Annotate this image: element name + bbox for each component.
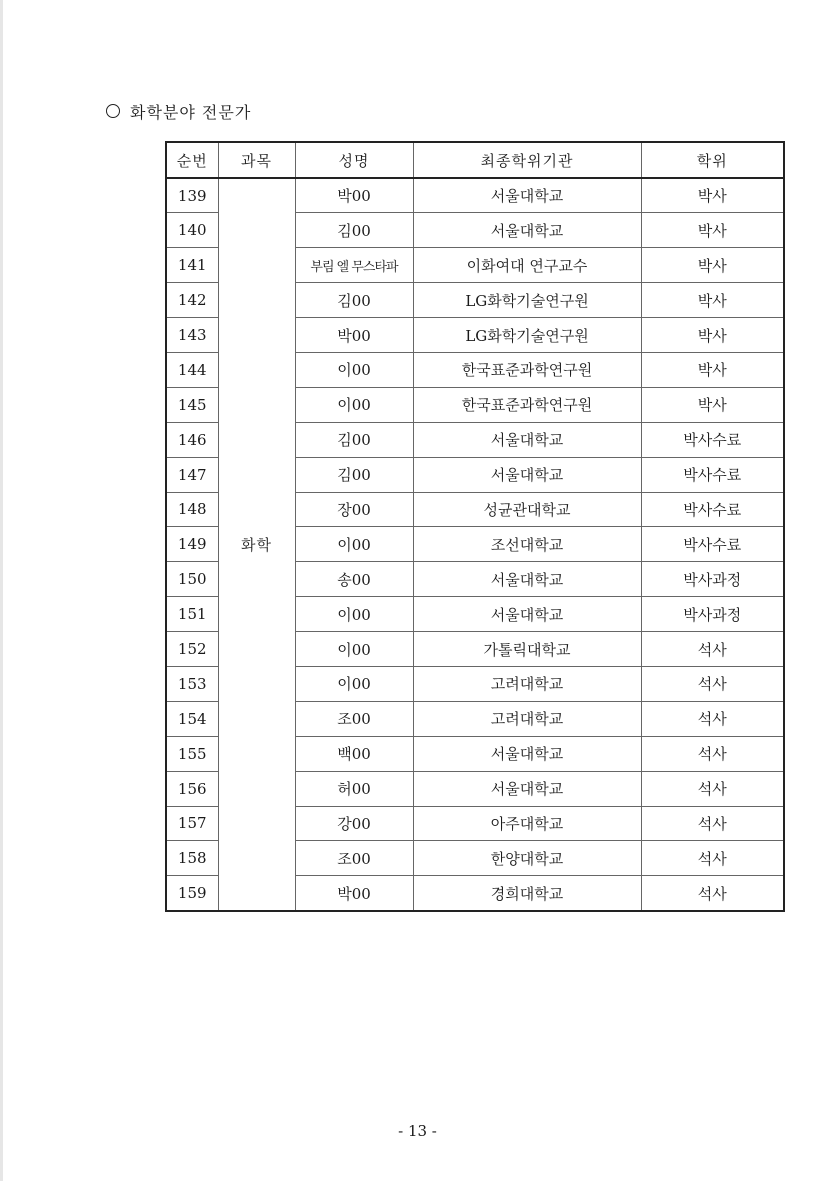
cell-institution: 서울대학교 [413, 736, 641, 771]
cell-name: 장00 [295, 492, 413, 527]
cell-institution: 가톨릭대학교 [413, 632, 641, 667]
cell-degree: 석사 [641, 736, 784, 771]
cell-institution: 한국표준과학연구원 [413, 387, 641, 422]
cell-degree: 석사 [641, 666, 784, 701]
header-subject: 과목 [218, 142, 295, 178]
cell-no: 153 [166, 666, 218, 701]
cell-institution: 조선대학교 [413, 527, 641, 562]
cell-degree: 박사 [641, 248, 784, 283]
cell-institution: 서울대학교 [413, 178, 641, 213]
cell-name: 김00 [295, 213, 413, 248]
header-degree: 학위 [641, 142, 784, 178]
cell-name: 이00 [295, 387, 413, 422]
cell-name: 김00 [295, 457, 413, 492]
cell-degree: 박사수료 [641, 457, 784, 492]
cell-no: 140 [166, 213, 218, 248]
cell-institution: LG화학기술연구원 [413, 283, 641, 318]
cell-degree: 박사 [641, 283, 784, 318]
cell-no: 148 [166, 492, 218, 527]
cell-name: 김00 [295, 283, 413, 318]
cell-institution: 서울대학교 [413, 213, 641, 248]
cell-subject: 화학 [218, 178, 295, 911]
cell-degree: 박사수료 [641, 527, 784, 562]
cell-name: 백00 [295, 736, 413, 771]
cell-degree: 석사 [641, 806, 784, 841]
cell-no: 146 [166, 422, 218, 457]
section-heading [106, 99, 251, 123]
cell-institution: 고려대학교 [413, 666, 641, 701]
cell-institution: 서울대학교 [413, 771, 641, 806]
cell-name: 이00 [295, 527, 413, 562]
cell-name: 조00 [295, 701, 413, 736]
cell-no: 154 [166, 701, 218, 736]
cell-degree: 박사 [641, 387, 784, 422]
cell-name: 박00 [295, 876, 413, 911]
cell-name: 강00 [295, 806, 413, 841]
cell-name: 박00 [295, 178, 413, 213]
cell-name: 허00 [295, 771, 413, 806]
cell-no: 144 [166, 352, 218, 387]
cell-institution: 서울대학교 [413, 457, 641, 492]
cell-degree: 석사 [641, 771, 784, 806]
cell-no: 159 [166, 876, 218, 911]
cell-name: 이00 [295, 597, 413, 632]
table-row [166, 178, 784, 213]
section-title: 화학분야 전문가 [130, 102, 252, 122]
cell-degree: 박사수료 [641, 492, 784, 527]
cell-no: 157 [166, 806, 218, 841]
cell-no: 151 [166, 597, 218, 632]
cell-name: 박00 [295, 318, 413, 353]
cell-degree: 박사 [641, 318, 784, 353]
expert-table [165, 141, 785, 912]
cell-institution: 이화여대 연구교수 [413, 248, 641, 283]
cell-institution: 서울대학교 [413, 562, 641, 597]
table-body [166, 178, 784, 911]
cell-name: 송00 [295, 562, 413, 597]
cell-name: 부림 엘 무스타파 [295, 248, 413, 283]
cell-institution: 경희대학교 [413, 876, 641, 911]
header-name: 성명 [295, 142, 413, 178]
cell-institution: LG화학기술연구원 [413, 318, 641, 353]
cell-no: 155 [166, 736, 218, 771]
cell-no: 145 [166, 387, 218, 422]
circle-icon [106, 104, 120, 118]
cell-institution: 아주대학교 [413, 806, 641, 841]
cell-degree: 석사 [641, 701, 784, 736]
cell-degree: 박사 [641, 352, 784, 387]
cell-no: 147 [166, 457, 218, 492]
cell-institution: 한국표준과학연구원 [413, 352, 641, 387]
header-no: 순번 [166, 142, 218, 178]
cell-no: 149 [166, 527, 218, 562]
cell-degree: 박사수료 [641, 422, 784, 457]
table-header-row [166, 142, 784, 178]
cell-institution: 성균관대학교 [413, 492, 641, 527]
cell-no: 141 [166, 248, 218, 283]
cell-name: 이00 [295, 632, 413, 667]
cell-name: 이00 [295, 352, 413, 387]
header-institution: 최종학위기관 [413, 142, 641, 178]
cell-no: 156 [166, 771, 218, 806]
cell-no: 139 [166, 178, 218, 213]
cell-degree: 박사과정 [641, 562, 784, 597]
cell-degree: 석사 [641, 841, 784, 876]
cell-degree: 박사 [641, 178, 784, 213]
cell-degree: 석사 [641, 876, 784, 911]
cell-degree: 석사 [641, 632, 784, 667]
cell-name: 김00 [295, 422, 413, 457]
cell-name: 이00 [295, 666, 413, 701]
cell-degree: 박사 [641, 213, 784, 248]
cell-no: 142 [166, 283, 218, 318]
cell-no: 158 [166, 841, 218, 876]
cell-degree: 박사과정 [641, 597, 784, 632]
cell-institution: 한양대학교 [413, 841, 641, 876]
cell-no: 143 [166, 318, 218, 353]
cell-institution: 서울대학교 [413, 422, 641, 457]
cell-no: 150 [166, 562, 218, 597]
page-edge [0, 0, 3, 1181]
cell-institution: 고려대학교 [413, 701, 641, 736]
cell-no: 152 [166, 632, 218, 667]
page-number: - 13 - [398, 1122, 437, 1140]
cell-name: 조00 [295, 841, 413, 876]
cell-institution: 서울대학교 [413, 597, 641, 632]
